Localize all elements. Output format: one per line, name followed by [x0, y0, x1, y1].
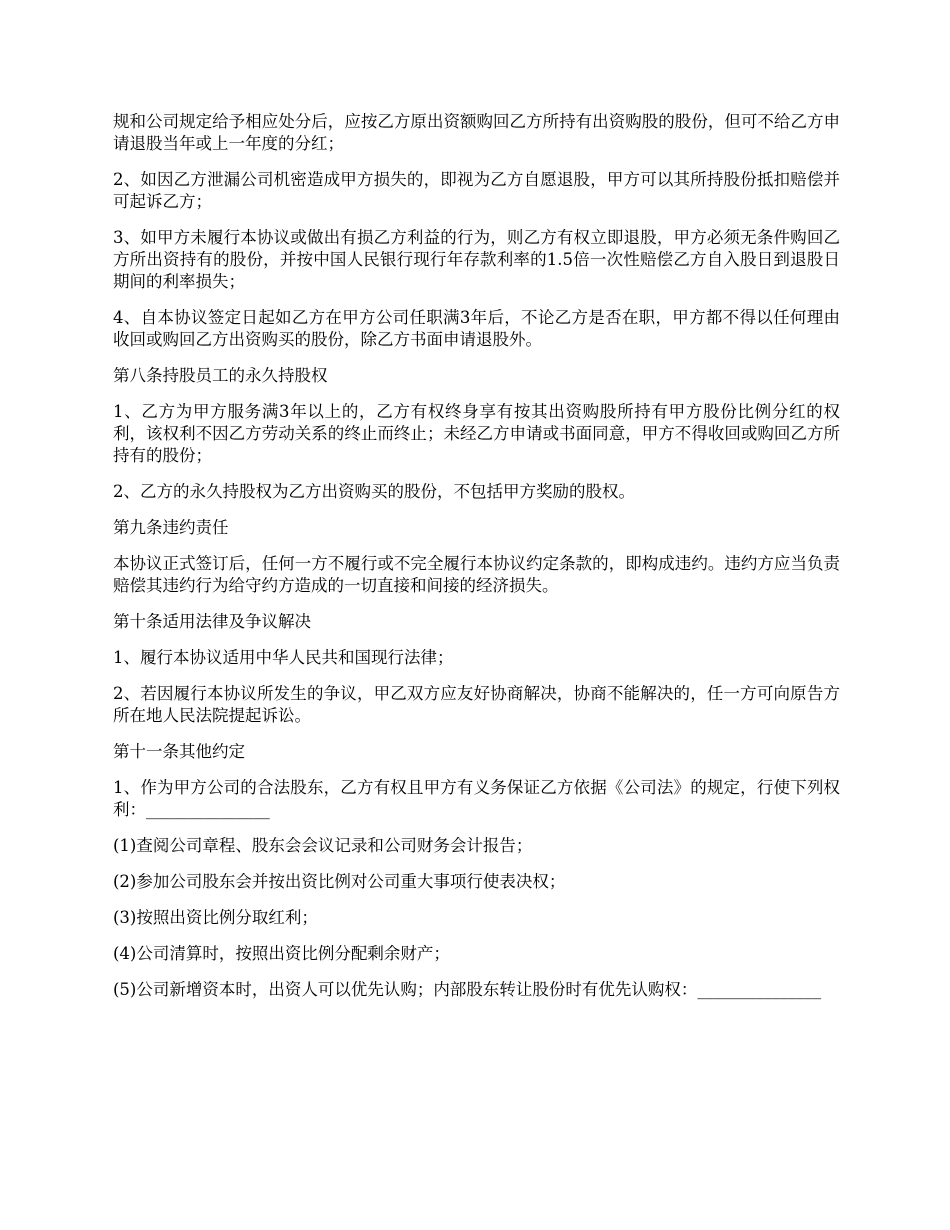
list-item-right-1: (1)查阅公司章程、股东会会议记录和公司财务会计报告；	[113, 836, 533, 855]
paragraph-article-8-item-1: 1、乙方为甲方服务满3年以上的，乙方有权终身享有按其出资购股所持有甲方股份比例分红的权利，该权利不因乙方劳动关系的终止而终止；未经乙方申请或书面同意，甲方不得收回或购回乙方所持有的股份；	[113, 402, 840, 465]
paragraph-clause-2: 2、如因乙方泄漏公司机密造成甲方损失的，即视为乙方自愿退股，甲方可以其所持股份抵扣赔偿并可起诉乙方；	[113, 170, 840, 211]
paragraph-clause-4: 4、自本协议签定日起如乙方在甲方公司任职满3年后，不论乙方是否在职，甲方都不得以任何理由收回或购回乙方出资购买的股份，除乙方书面申请退股外。	[113, 308, 840, 349]
paragraph-article-10-item-1: 1、履行本协议适用中华人民共和国现行法律；	[113, 648, 454, 667]
list-item-right-3: (3)按照出资比例分取红利；	[113, 908, 318, 927]
list-item-right-2: (2)参加公司股东会并按出资比例对公司重大事项行使表决权；	[113, 872, 566, 891]
section-heading-article-11: 第十一条其他约定	[113, 742, 245, 761]
list-item-right-4: (4)公司清算时，按照出资比例分配剩余财产；	[113, 944, 450, 963]
paragraph-article-8-item-2: 2、乙方的永久持股权为乙方出资购买的股份，不包括甲方奖励的股权。	[113, 482, 635, 501]
section-heading-article-10: 第十条适用法律及争议解决	[113, 612, 311, 631]
document-body	[113, 111, 840, 1015]
list-item-right-5: (5)公司新增资本时，出资人可以优先认购；内部股东转让股份时有优先认购权：_______________	[113, 980, 822, 999]
paragraph-clause-continuation: 规和公司规定给予相应处分后，应按乙方原出资额购回乙方所持有出资购股的股份，但可不给乙方申请退股当年或上一年度的分红；	[113, 112, 840, 153]
section-heading-article-9: 第九条违约责任	[113, 518, 229, 537]
paragraph-article-11-item-1: 1、作为甲方公司的合法股东，乙方有权且甲方有义务保证乙方依据《公司法》的规定，行使下列权利：_______________	[113, 778, 840, 819]
paragraph-article-9-body: 本协议正式签订后，任何一方不履行或不完全履行本协议约定条款的，即构成违约。违约方应当负责赔偿其违约行为给守约方造成的一切直接和间接的经济损失。	[113, 554, 840, 595]
section-heading-article-8: 第八条持股员工的永久持股权	[113, 366, 328, 385]
paragraph-article-10-item-2: 2、若因履行本协议所发生的争议，甲乙双方应友好协商解决，协商不能解决的，任一方可向原告方所在地人民法院提起诉讼。	[113, 684, 840, 725]
paragraph-clause-3: 3、如甲方未履行本协议或做出有损乙方利益的行为，则乙方有权立即退股，甲方必须无条件购回乙方所出资持有的股份，并按中国人民银行现行年存款利率的1.5倍一次性赔偿乙方自入股日到退股日期间的利率损失；	[113, 228, 840, 291]
